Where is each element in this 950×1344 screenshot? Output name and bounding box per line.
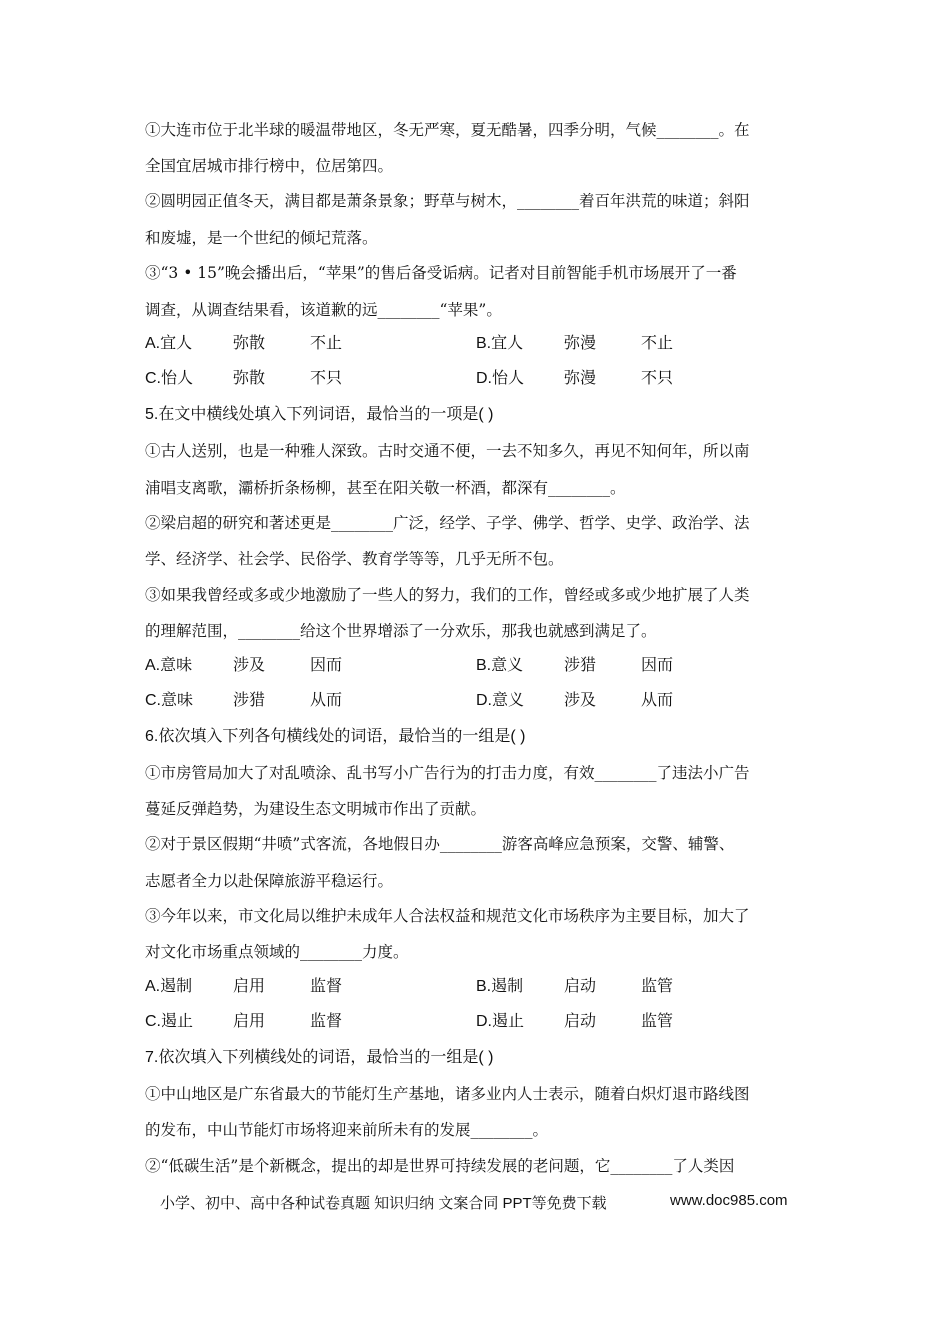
q5-sentence-3-line-1: ③如果我曾经或多或少地激励了一些人的努力，我们的工作，曾经或多或少地扩展了人类 <box>145 586 750 604</box>
q5-option-c-label: C.意味 <box>145 692 194 709</box>
q6-option-a-word3: 监督 <box>310 978 343 995</box>
footer-text: 小学、初中、高中各种试卷真题 知识归纳 文案合同 PPT等免费下载 <box>160 1195 607 1212</box>
q5-sentence-2-line-2: 学、经济学、社会学、民俗学、教育学等等，几乎无所不包。 <box>145 550 564 568</box>
q6-option-a-word2: 启用 <box>233 978 266 995</box>
q4-option-d-word3: 不只 <box>641 370 674 387</box>
q5-sentence-1-line-2: 浦唱支离歌，灞桥折条杨柳，甚至在阳关敬一杯酒，都深有________。 <box>145 479 626 497</box>
q4-sentence-3-line-2: 调查，从调查结果看，该道歉的远________“苹果”。 <box>145 301 502 319</box>
q5-sentence-2-line-1: ②梁启超的研究和著述更是________广泛，经学、子学、佛学、哲学、史学、政治学、法 <box>145 514 750 532</box>
q4-option-c-word2: 弥散 <box>233 370 266 387</box>
q7-sentence-2-line-1: ②“低碳生活”是个新概念，提出的却是世界可持续发展的老问题，它________了人类因 <box>145 1157 735 1175</box>
q6-option-b-label: B.遏制 <box>476 978 524 995</box>
q4-option-a-word3: 不止 <box>310 335 343 352</box>
q4-option-d-label: D.怡人 <box>476 370 525 387</box>
q6-option-a-label: A.遏制 <box>145 978 193 995</box>
q4-sentence-3-line-1: ③“3 • 15”晚会播出后，“苹果”的售后备受诟病。记者对目前智能手机市场展开了一番 <box>145 264 737 282</box>
q5-option-d-word3: 从而 <box>641 692 674 709</box>
q5-sentence-3-line-2: 的理解范围，________给这个世界增添了一分欢乐，那我也就感到满足了。 <box>145 622 657 640</box>
q4-option-b-word3: 不止 <box>641 335 674 352</box>
q5-option-a-word3: 因而 <box>310 657 343 674</box>
q4-option-a-word2: 弥散 <box>233 335 266 352</box>
q5-option-d-word2: 涉及 <box>564 692 597 709</box>
q6-sentence-1-line-2: 蔓延反弹趋势，为建设生态文明城市作出了贡献。 <box>145 800 487 818</box>
q6-sentence-1-line-1: ①市房管局加大了对乱喷涂、乱书写小广告行为的打击力度，有效________了违法小广告 <box>145 764 750 782</box>
q4-sentence-2-line-1: ②圆明园正值冬天，满目都是萧条景象；野草与树木，________着百年洪荒的味道；斜阳 <box>145 192 750 210</box>
q6-option-c-word2: 启用 <box>233 1013 266 1030</box>
q6-sentence-2-line-1: ②对于景区假期“井喷”式客流，各地假日办________游客高峰应急预案，交警、辅警、 <box>145 835 735 853</box>
q6-option-b-word3: 监管 <box>641 978 674 995</box>
q4-option-a-label: A.宜人 <box>145 335 193 352</box>
q5-option-a-word2: 涉及 <box>233 657 266 674</box>
q5-option-c-word3: 从而 <box>310 692 343 709</box>
q5-option-b-label: B.意义 <box>476 657 524 674</box>
q5-option-a-label: A.意味 <box>145 657 193 674</box>
q6-title: 6.依次填入下列各句横线处的词语，最恰当的一组是( ) <box>145 728 526 745</box>
q4-sentence-1-line-2: 全国宜居城市排行榜中，位居第四。 <box>145 157 394 175</box>
q5-sentence-1-line-1: ①古人送别，也是一种雅人深致。古时交通不便，一去不知多久，再见不知何年，所以南 <box>145 442 750 460</box>
q6-option-d-word2: 启动 <box>564 1013 597 1030</box>
q4-sentence-2-line-2: 和废墟，是一个世纪的倾圮荒落。 <box>145 229 378 247</box>
q5-option-b-word2: 涉猎 <box>564 657 597 674</box>
q6-option-b-word2: 启动 <box>564 978 597 995</box>
q6-sentence-2-line-2: 志愿者全力以赴保障旅游平稳运行。 <box>145 872 394 890</box>
q7-title: 7.依次填入下列横线处的词语，最恰当的一组是( ) <box>145 1049 494 1066</box>
q4-option-d-word2: 弥漫 <box>564 370 597 387</box>
q5-option-d-label: D.意义 <box>476 692 525 709</box>
q6-option-c-label: C.遏止 <box>145 1013 194 1030</box>
q5-option-b-word3: 因而 <box>641 657 674 674</box>
q4-option-b-label: B.宜人 <box>476 335 524 352</box>
q6-sentence-3-line-2: 对文化市场重点领域的________力度。 <box>145 943 409 961</box>
footer-url-link[interactable]: www.doc985.com <box>670 1192 788 1209</box>
q6-option-c-word3: 监督 <box>310 1013 343 1030</box>
q6-option-d-word3: 监管 <box>641 1013 674 1030</box>
q6-option-d-label: D.遏止 <box>476 1013 525 1030</box>
q4-option-b-word2: 弥漫 <box>564 335 597 352</box>
q4-option-c-word3: 不只 <box>310 370 343 387</box>
q4-sentence-1-line-1: ①大连市位于北半球的暖温带地区，冬无严寒，夏无酷暑，四季分明，气候________。在 <box>145 121 750 139</box>
q5-option-c-word2: 涉猎 <box>233 692 266 709</box>
q7-sentence-1-line-1: ①中山地区是广东省最大的节能灯生产基地，诸多业内人士表示，随着白炽灯退市路线图 <box>145 1085 750 1103</box>
q6-sentence-3-line-1: ③今年以来，市文化局以维护未成年人合法权益和规范文化市场秩序为主要目标，加大了 <box>145 907 750 925</box>
q4-option-c-label: C.怡人 <box>145 370 194 387</box>
page-footer <box>160 1192 840 1213</box>
q5-title: 5.在文中横线处填入下列词语，最恰当的一项是( ) <box>145 406 494 423</box>
q7-sentence-1-line-2: 的发布，中山节能灯市场将迎来前所未有的发展________。 <box>145 1121 549 1139</box>
